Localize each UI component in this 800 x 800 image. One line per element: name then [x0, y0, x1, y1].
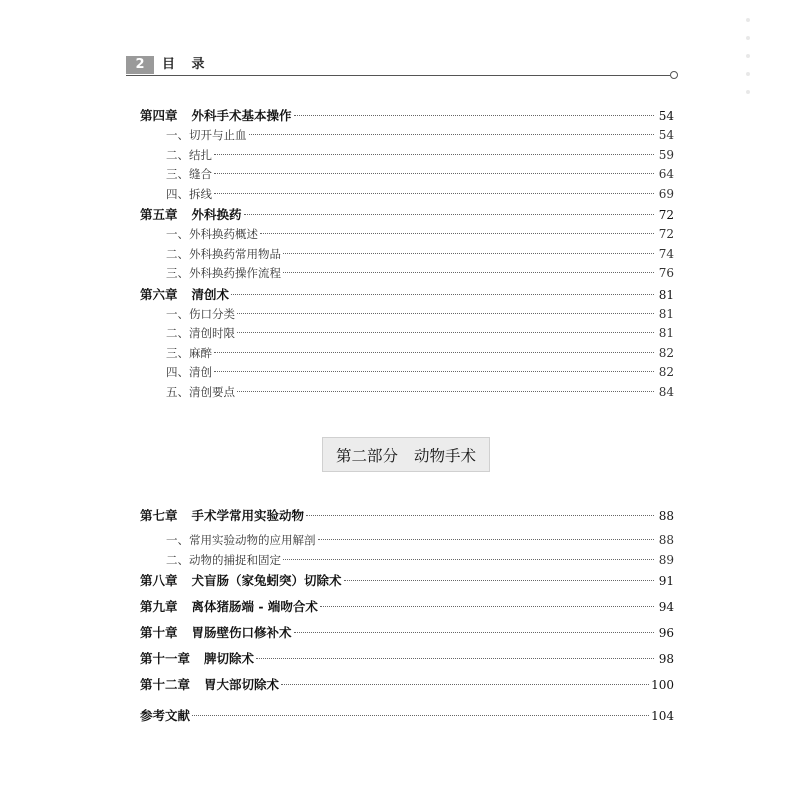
- page-header: [126, 56, 674, 76]
- toc-chapter-title: 胃肠壁伤口修补术: [191, 625, 292, 640]
- toc-section-title: 三、缝合: [166, 167, 212, 181]
- toc-chapter-row[interactable]: [140, 571, 674, 597]
- toc-section-row[interactable]: [140, 364, 674, 384]
- header-title: 目 录: [162, 57, 211, 72]
- toc-leader-dots: [283, 558, 654, 560]
- toc-chapter-label: [140, 106, 292, 124]
- toc-section-row[interactable]: [140, 186, 674, 206]
- toc-chapter-row[interactable]: [140, 649, 674, 675]
- toc-section-title: 四、拆线: [166, 186, 212, 201]
- toc-chapter-row[interactable]: [140, 106, 674, 127]
- toc-chapter-row[interactable]: [140, 623, 674, 649]
- toc-leader-dots: [260, 232, 654, 234]
- toc-chapter-row[interactable]: [140, 675, 674, 701]
- toc-section-title: 一、常用实验动物的应用解剖: [166, 533, 316, 547]
- toc-page-number: 96: [658, 626, 674, 640]
- decorative-dots: [746, 18, 750, 108]
- toc-references: [140, 706, 674, 726]
- toc-page-number: 72: [658, 208, 674, 222]
- toc-page-number: 88: [658, 509, 674, 523]
- part-two-heading: [322, 437, 490, 472]
- toc-leader-dots: [214, 370, 654, 372]
- toc-section-row[interactable]: [140, 127, 674, 147]
- toc-chapter-title: 胃大部切除术: [204, 677, 280, 692]
- toc-leader-dots: [249, 133, 655, 135]
- toc-page-number: 72: [658, 227, 674, 241]
- toc-page-number: 82: [658, 365, 674, 379]
- toc-row-page: 104: [651, 709, 674, 723]
- toc-chapter-title: 外科手术基本操作: [191, 108, 292, 123]
- toc-chapter-title: 犬盲肠（家兔蚓突）切除术: [191, 573, 342, 588]
- toc-chapter-number: 第七章: [140, 508, 178, 523]
- toc-leader-dots: [214, 192, 654, 194]
- toc-section-title: 一、外科换药概述: [166, 227, 258, 241]
- toc-leader-dots: [283, 271, 654, 273]
- toc-page-number: 88: [658, 533, 674, 547]
- part-title: 动物手术: [414, 446, 477, 465]
- toc-chapter-label: [140, 675, 279, 693]
- toc-row-references[interactable]: [140, 706, 674, 726]
- part-number: 第二部分: [335, 446, 398, 465]
- toc-page-number: 100: [651, 678, 674, 692]
- toc-chapter-row[interactable]: [140, 285, 674, 306]
- toc-page-number: 69: [658, 186, 674, 201]
- toc-section-title: 五、清创要点: [166, 384, 235, 399]
- toc-chapter-title: 手术学常用实验动物: [191, 508, 305, 523]
- toc-leader-dots: [231, 293, 654, 295]
- header-rule-end-circle: [670, 71, 678, 79]
- toc-page-number: 91: [658, 574, 674, 588]
- toc-page-number: 98: [658, 652, 674, 666]
- toc-chapter-title: 离体猪肠端 - 端吻合术: [191, 599, 318, 614]
- toc-page-number: 64: [658, 167, 674, 181]
- toc-section-row[interactable]: [140, 246, 674, 266]
- toc-chapter-label: [140, 597, 318, 615]
- page-number: 2: [126, 56, 154, 74]
- toc-section-row[interactable]: [140, 552, 674, 572]
- toc-section-row[interactable]: [140, 345, 674, 365]
- toc-page-number: 74: [658, 246, 674, 261]
- toc-section-title: 四、清创: [166, 365, 212, 379]
- toc-leader-dots: [294, 114, 654, 116]
- toc-leader-dots: [320, 605, 654, 607]
- toc-leader-dots: [214, 153, 654, 155]
- toc-chapter-number: 第十一章: [140, 651, 191, 666]
- toc-leader-dots: [192, 714, 649, 716]
- toc-leader-dots: [294, 631, 654, 633]
- toc-page-number: 94: [658, 600, 674, 614]
- toc-page-number: 89: [658, 552, 674, 567]
- toc-leader-dots: [237, 331, 654, 333]
- toc-section-row[interactable]: [140, 265, 674, 285]
- toc-section-title: 一、伤口分类: [166, 306, 235, 321]
- toc-page-number: 76: [658, 266, 674, 280]
- toc-chapter-number: 第十二章: [140, 677, 191, 692]
- toc-chapter-number: 第五章: [140, 207, 178, 222]
- toc-chapter-label: [140, 205, 242, 223]
- toc-section-title: 二、动物的捕捉和固定: [166, 552, 281, 567]
- toc-chapter-label: [140, 571, 342, 589]
- toc-leader-dots: [256, 657, 654, 659]
- toc-chapter-row[interactable]: [140, 506, 674, 532]
- toc-page-number: 81: [658, 287, 674, 302]
- toc-chapter-row[interactable]: [140, 205, 674, 226]
- toc-group-part-two: [140, 506, 674, 701]
- header-rule: [126, 75, 670, 76]
- toc-page-number: 54: [658, 109, 674, 123]
- toc-page-number: 59: [658, 147, 674, 162]
- toc-section-title: 二、外科换药常用物品: [166, 246, 281, 261]
- toc-chapter-label: [140, 285, 229, 303]
- toc-section-title: 二、结扎: [166, 147, 212, 162]
- toc-leader-dots: [244, 213, 654, 215]
- toc-leader-dots: [237, 390, 654, 392]
- toc-chapter-number: 第九章: [140, 599, 178, 614]
- toc-page-number: 82: [658, 345, 674, 360]
- toc-page-number: 81: [658, 306, 674, 321]
- toc-leader-dots: [281, 683, 649, 685]
- toc-section-title: 二、清创时限: [166, 326, 235, 340]
- toc-page-number: 54: [658, 128, 674, 142]
- toc-chapter-label: [140, 506, 304, 524]
- toc-chapter-label: [140, 649, 254, 667]
- toc-chapter-row[interactable]: [140, 597, 674, 623]
- toc-section-row[interactable]: [140, 147, 674, 167]
- toc-section-row[interactable]: [140, 384, 674, 404]
- toc-leader-dots: [214, 172, 654, 174]
- toc-chapter-number: 第十章: [140, 625, 178, 640]
- toc-page-number: 81: [658, 326, 674, 340]
- toc-chapter-title: 外科换药: [191, 207, 242, 222]
- toc-section-row[interactable]: [140, 166, 674, 186]
- toc-section-title: 三、外科换药操作流程: [166, 266, 281, 280]
- toc-section-row[interactable]: [140, 325, 674, 345]
- toc-chapter-title: 脾切除术: [204, 651, 255, 666]
- toc-leader-dots: [344, 579, 654, 581]
- toc-section-row[interactable]: [140, 532, 674, 552]
- toc-leader-dots: [283, 252, 654, 254]
- toc-leader-dots: [318, 538, 655, 540]
- toc-leader-dots: [237, 312, 654, 314]
- toc-chapter-label: [140, 623, 292, 641]
- toc-section-row[interactable]: [140, 226, 674, 246]
- toc-section-row[interactable]: [140, 306, 674, 326]
- toc-leader-dots: [214, 351, 654, 353]
- toc-chapter-number: 第四章: [140, 108, 178, 123]
- toc-group-part-one: [140, 106, 674, 403]
- toc-section-title: 一、切开与止血: [166, 128, 247, 142]
- toc-section-title: 三、麻醉: [166, 345, 212, 360]
- toc-page-number: 84: [658, 384, 674, 399]
- toc-chapter-number: 第八章: [140, 573, 178, 588]
- toc-chapter-title: 清创术: [191, 286, 230, 302]
- toc-leader-dots: [306, 514, 654, 516]
- toc-row-title: 参考文献: [140, 708, 191, 723]
- toc-chapter-number: 第六章: [140, 286, 178, 302]
